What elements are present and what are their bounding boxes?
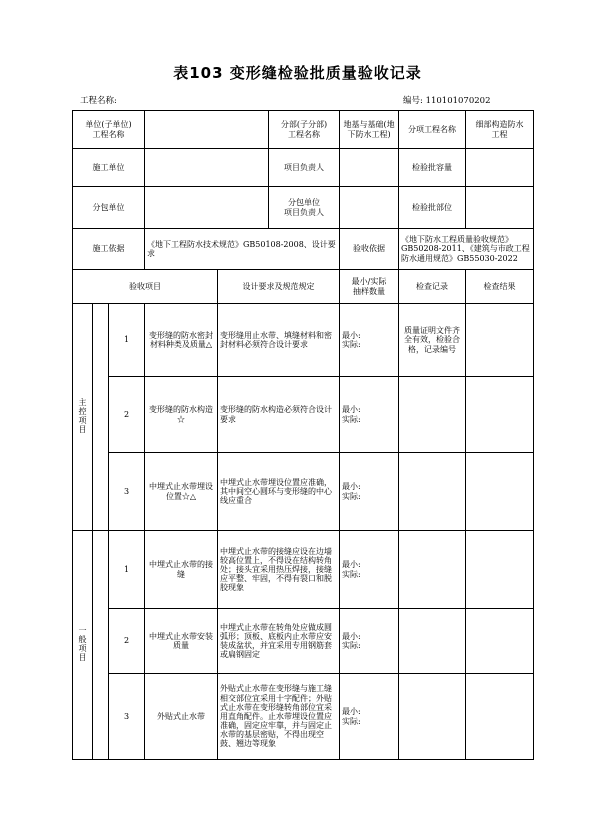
basis-value: 《地下工程防水技术规范》GB50108-2008、设计要求 [145,229,340,270]
min-label: 最小: [342,707,361,717]
item-name: 外贴式止水带 [145,674,218,760]
serial-number [403,94,490,106]
unit-label: 单位(子单位) 工程名称 [73,111,145,149]
unit-value-field[interactable] [145,111,269,149]
page-title: 表103 变形缝检验批质量验收记录 [173,64,422,82]
general-group-label: 一 般 项 目 [73,531,93,760]
actual-label: 实际: [342,716,361,726]
project-lead-label: 项目负责人 [269,149,340,187]
col-header-result: 检查结果 [466,270,534,304]
sampling-cell[interactable] [340,304,399,377]
construction-unit-label: 施工单位 [73,149,145,187]
col-header-item: 验收项目 [73,270,218,304]
sampling-cell[interactable] [340,609,399,674]
min-label: 最小: [342,482,361,492]
subitem-label: 分项工程名称 [399,111,466,149]
batch-capacity-label: 检验批容量 [399,149,466,187]
actual-label: 实际: [342,340,361,349]
header-row-unit [73,111,534,149]
table-row [73,377,534,453]
sampling-cell[interactable] [340,674,399,760]
item-number: 1 [109,304,145,377]
project-lead-field[interactable] [340,149,399,187]
batch-location-field[interactable] [466,187,534,229]
item-requirement: 外贴式止水带在变形缝与施工缝相交部位宜采用十字配件；外贴式止水带在变形缝转角部位宜采用直角配件。止水带埋设位置应准确，固定应牢靠，并与固定止水带的基层密贴，不得出现空鼓、翘边等现象 [218,674,340,760]
sampling-cell[interactable] [340,531,399,609]
acceptance-basis-value: 《地下防水工程质量验收规范》GB50208-2011、《建筑与市政工程防水通用规范》GB55030-2022 [399,229,534,270]
division-value: 地基与基础(地 下防水工程) [340,111,399,149]
record-cell[interactable] [399,609,466,674]
item-number: 3 [109,674,145,760]
actual-label: 实际: [342,641,361,650]
item-requirement: 中埋式止水带埋设位置应准确，其中间空心圆环与变形缝的中心线应重合 [218,453,340,531]
table-row [73,531,534,609]
item-requirement: 中埋式止水带的接缝应设在边墙较高位置上，不得设在结构转角处；接头宜采用热压焊接，接缝应平整、牢固，不得有裂口和脱胶现象 [218,531,340,609]
header-row-basis [73,229,534,270]
subcontract-unit-label: 分包单位 [73,187,145,229]
item-number: 1 [109,531,145,609]
item-number: 2 [109,377,145,453]
record-cell[interactable] [399,674,466,760]
record-cell[interactable] [399,453,466,531]
col-header-record: 检查记录 [399,270,466,304]
item-name: 中埋式止水带的接缝 [145,531,218,609]
basis-label: 施工依据 [73,229,145,270]
item-number: 3 [109,453,145,531]
project-name-label: 工程名称: [80,96,117,106]
table-row [73,674,534,760]
subitem-value: 细部构造防水 工程 [466,111,534,149]
min-label: 最小: [342,560,361,570]
result-cell[interactable] [466,531,534,609]
acceptance-basis-label: 验收依据 [340,229,399,270]
serial-value: 110101070202 [425,96,491,106]
subcontract-unit-field[interactable] [145,187,269,229]
actual-label: 实际: [342,414,361,424]
table-row [73,453,534,531]
item-requirement: 变形缝的防水构造必须符合设计要求 [218,377,340,453]
subcontract-lead-label: 分包单位 项目负责人 [269,187,340,229]
result-cell[interactable] [466,453,534,531]
batch-capacity-field[interactable] [466,149,534,187]
item-name: 变形缝的防水构造☆ [145,377,218,453]
record-cell[interactable]: 质量证明文件齐全有效，检验合格，记录编号 [399,304,466,377]
item-requirement: 变形缝用止水带、填缝材料和密封材料必须符合设计要求 [218,304,340,377]
min-label: 最小: [342,330,361,340]
main-group-label: 主 控 项 目 [73,304,93,531]
record-cell[interactable] [399,377,466,453]
result-cell[interactable] [466,304,534,377]
min-label: 最小: [342,405,361,415]
item-requirement: 中埋式止水带在转角处应做成圆弧形；顶板、底板内止水带应安装成盆状，并宜采用专用钢筋套或扁钢固定 [218,609,340,674]
header-row-subcontract [73,187,534,229]
sampling-cell[interactable] [340,453,399,531]
subcontract-lead-field[interactable] [340,187,399,229]
sampling-cell[interactable] [340,377,399,453]
serial-label: 编号: [403,96,423,106]
result-cell[interactable] [466,377,534,453]
table-row [73,609,534,674]
actual-label: 实际: [342,569,361,579]
result-cell[interactable] [466,609,534,674]
construction-unit-field[interactable] [145,149,269,187]
header-row-construction [73,149,534,187]
record-cell[interactable] [399,531,466,609]
result-cell[interactable] [466,674,534,760]
item-name: 变形缝的防水密封材料种类及质量△ [145,304,218,377]
division-label: 分部(子分部) 工程名称 [269,111,340,149]
table-row [73,304,534,377]
column-header-row [73,270,534,304]
batch-location-label: 检验批部位 [399,187,466,229]
actual-label: 实际: [342,491,361,501]
item-name: 中埋式止水带安装质量 [145,609,218,674]
main-group-spacer [93,304,109,531]
item-number: 2 [109,609,145,674]
col-header-requirement: 设计要求及规范规定 [218,270,340,304]
general-group-spacer [93,531,109,760]
item-name: 中埋式止水带埋设位置☆△ [145,453,218,531]
acceptance-record-table [72,110,534,760]
min-label: 最小: [342,631,361,641]
col-header-sampling: 最小/实际 抽样数量 [340,270,399,304]
